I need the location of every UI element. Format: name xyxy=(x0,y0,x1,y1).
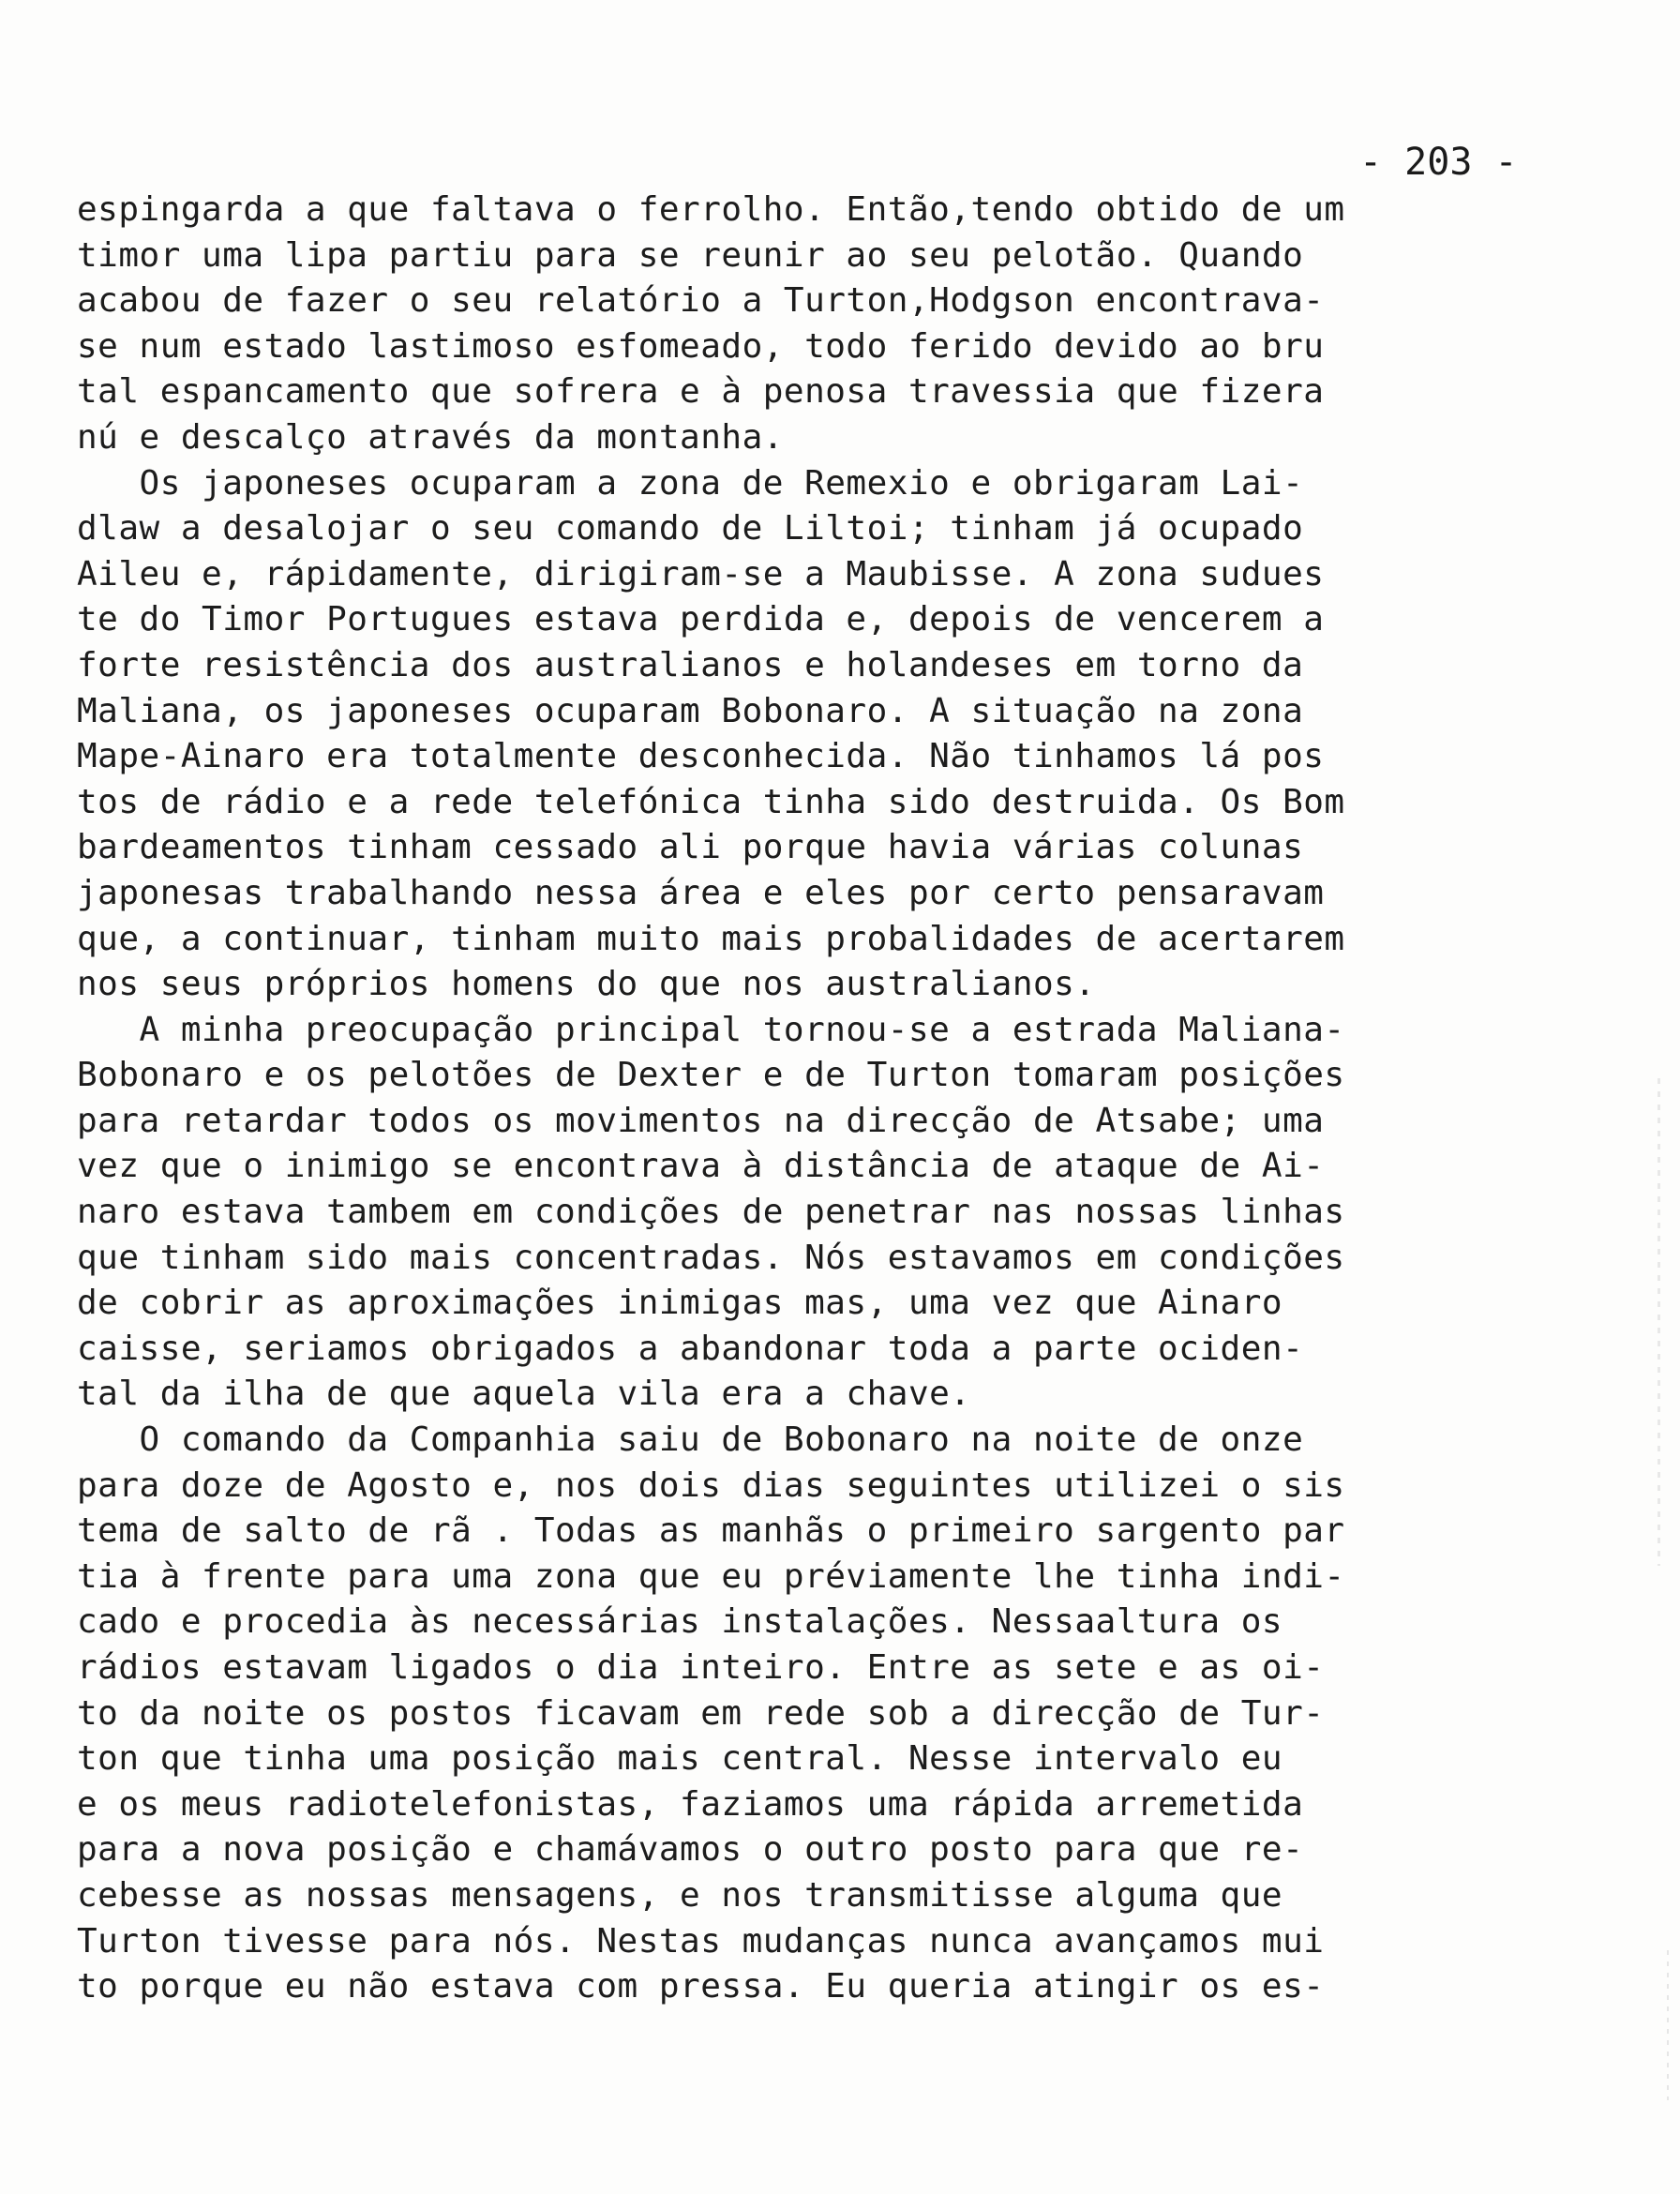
text-line: tema de salto de rã . Todas as manhãs o primeiro sargento par xyxy=(77,1511,1345,1551)
text-line: de cobrir as aproximações inimigas mas, uma vez que Ainaro xyxy=(77,1284,1283,1323)
text-line: ton que tinha uma posição mais central. Nesse intervalo eu xyxy=(77,1739,1283,1779)
scan-edge-noise xyxy=(1667,1950,1669,2100)
text-line: e os meus radiotelefonistas, faziamos uma rápida arremetida xyxy=(77,1784,1304,1824)
text-line: tal espancamento que sofrera e à penosa travessia que fizera xyxy=(77,372,1325,412)
text-line: caisse, seriamos obrigados a abandonar toda a parte ociden- xyxy=(77,1329,1304,1368)
text-line: cado e procedia às necessárias instalações. Nessaaltura os xyxy=(77,1602,1283,1642)
text-line: para a nova posição e chamávamos o outro posto para que re- xyxy=(77,1830,1304,1870)
text-line: acabou de fazer o seu relatório a Turton,Hodgson encontrava- xyxy=(77,281,1325,321)
text-line: dlaw a desalojar o seu comando de Liltoi; tinham já ocupado xyxy=(77,509,1304,548)
text-line: nos seus próprios homens do que nos australianos. xyxy=(77,965,1096,1004)
body-text xyxy=(77,188,1502,2010)
text-line: Mape-Ainaro era totalmente desconhecida. Não tinhamos lá pos xyxy=(77,737,1325,776)
page-number: - 203 - xyxy=(1359,141,1518,184)
text-line: Aileu e, rápidamente, dirigiram-se a Maubisse. A zona sudues xyxy=(77,554,1325,594)
text-line: para retardar todos os movimentos na direcção de Atsabe; uma xyxy=(77,1101,1325,1140)
text-line: nú e descalço através da montanha. xyxy=(77,417,784,457)
text-line: bardeamentos tinham cessado ali porque havia várias colunas xyxy=(77,828,1304,867)
text-line: que, a continuar, tinham muito mais probalidades de acertarem xyxy=(77,919,1345,958)
text-line: espingarda a que faltava o ferrolho. Então,tendo obtido de um xyxy=(77,190,1345,229)
text-line: to da noite os postos ficavam em rede sob a direcção de Tur- xyxy=(77,1693,1325,1733)
text-line: O comando da Companhia saiu de Bobonaro na noite de onze xyxy=(77,1420,1304,1460)
text-line: timor uma lipa partiu para se reunir ao seu pelotão. Quando xyxy=(77,235,1304,275)
text-line: A minha preocupação principal tornou-se a estrada Maliana- xyxy=(77,1010,1345,1049)
text-line: que tinham sido mais concentradas. Nós estavamos em condições xyxy=(77,1238,1345,1277)
scan-edge-noise xyxy=(1658,1078,1660,1566)
text-line: japonesas trabalhando nessa área e eles por certo pensaravam xyxy=(77,873,1325,912)
text-line: to porque eu não estava com pressa. Eu queria atingir os es- xyxy=(77,1967,1325,2006)
text-line: tal da ilha de que aquela vila era a chave. xyxy=(77,1375,971,1414)
text-line: Bobonaro e os pelotões de Dexter e de Turton tomaram posições xyxy=(77,1056,1345,1095)
text-line: Os japoneses ocuparam a zona de Remexio e obrigaram Lai- xyxy=(77,463,1304,503)
text-line: para doze de Agosto e, nos dois dias seguintes utilizei o sis xyxy=(77,1465,1345,1505)
text-line: te do Timor Portugues estava perdida e, depois de vencerem a xyxy=(77,600,1325,639)
text-line: tos de rádio e a rede telefónica tinha sido destruida. Os Bom xyxy=(77,782,1345,821)
text-line: tia à frente para uma zona que eu préviamente lhe tinha indi- xyxy=(77,1556,1345,1596)
text-line: cebesse as nossas mensagens, e nos transmitisse alguma que xyxy=(77,1875,1283,1915)
text-line: Turton tivesse para nós. Nestas mudanças nunca avançamos mui xyxy=(77,1921,1325,1961)
text-line: rádios estavam ligados o dia inteiro. Entre as sete e as oi- xyxy=(77,1648,1325,1687)
text-line: Maliana, os japoneses ocuparam Bobonaro. A situação na zona xyxy=(77,691,1304,730)
text-line: forte resistência dos australianos e holandeses em torno da xyxy=(77,645,1304,684)
text-line: vez que o inimigo se encontrava à distância de ataque de Ai- xyxy=(77,1147,1325,1186)
text-line: naro estava tambem em condições de penetrar nas nossas linhas xyxy=(77,1193,1345,1232)
text-line: se num estado lastimoso esfomeado, todo ferido devido ao bru xyxy=(77,326,1325,366)
